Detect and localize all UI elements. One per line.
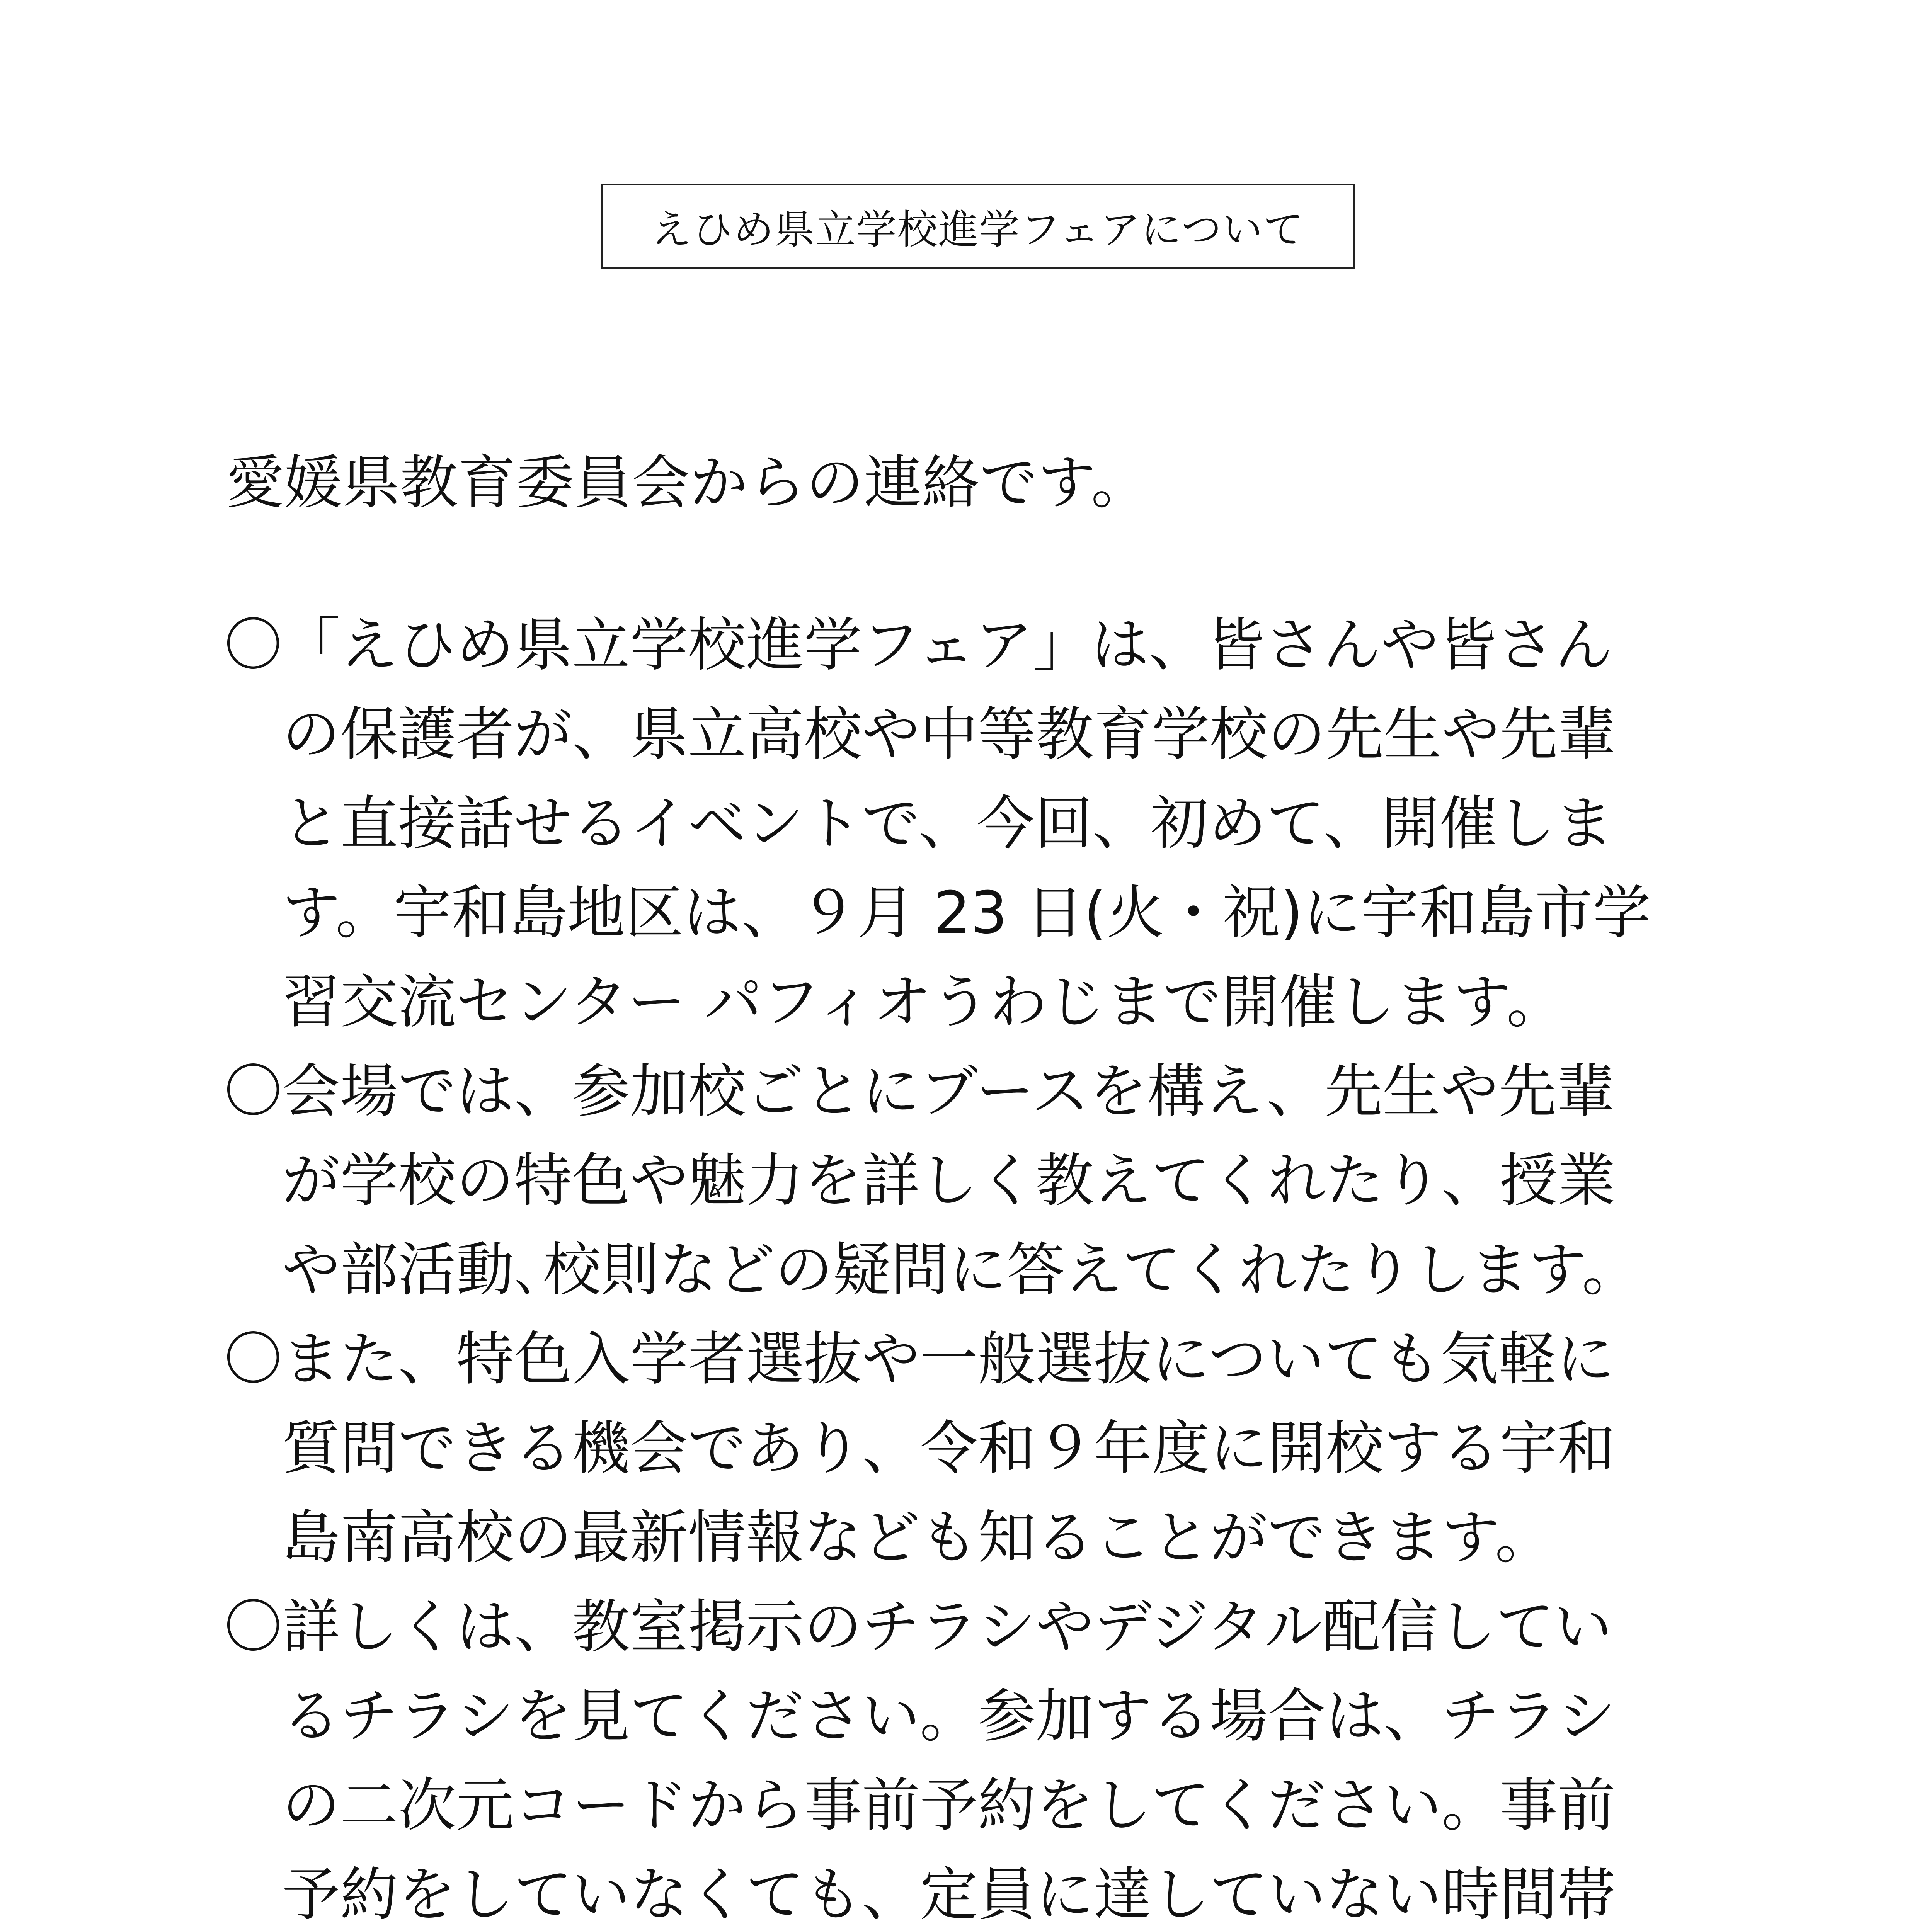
bullet-line: の保護者が、県立高校や中等教育学校の先生や先輩 [282,701,1616,768]
bullet-item [224,1315,1731,1583]
bullet-line: 島南高校の最新情報なども知ることができます。 [282,1504,1553,1571]
bullet-line: が学校の特色や魅力を詳しく教えてくれたり、授業 [282,1147,1616,1214]
bullet-mark: 〇 [224,1326,283,1393]
bullet-line: や部活動､校則などの疑問に答えてくれたりします。 [282,1236,1640,1304]
document-title: えひめ県立学校進学フェアについて [601,184,1355,269]
bullet-mark: 〇 [224,1058,283,1125]
bullet-line: また、特色入学者選抜や一般選抜についても気軽に [282,1326,1615,1393]
intro-text: 愛媛県教育委員会からの連絡です。 [226,449,1149,517]
bullet-item [224,1047,1731,1315]
bullet-line: の二次元コードから事前予約をしてください。事前 [282,1772,1616,1839]
bullet-line: 会場では、参加校ごとにブースを構え、先生や先輩 [282,1058,1615,1125]
bullet-mark: 〇 [224,612,283,679]
bullet-line: 質問できる機会であり、令和９年度に開校する宇和 [282,1415,1616,1482]
bullet-mark: 〇 [224,1594,283,1661]
bullet-line: るチラシを見てください。参加する場合は、チラシ [282,1683,1616,1750]
bullet-list [224,601,1731,1932]
bullet-line: 詳しくは、教室掲示のチラシやデジタル配信してい [282,1594,1612,1661]
bullet-line: と直接話せるイベントで、今回、初めて、開催しま [282,790,1614,857]
bullet-item [224,1583,1731,1932]
bullet-line: 習交流センター パフィオうわじまで開催します。 [282,969,1565,1036]
bullet-line: 「えひめ県立学校進学フェア」は、皆さんや皆さん [282,612,1613,679]
bullet-item [224,601,1731,1047]
bullet-line: す。宇和島地区は、９月 23 日(火・祝)に宇和島市学 [282,879,1651,947]
bullet-line: 予約をしていなくても、定員に達していない時間帯 [282,1861,1616,1929]
